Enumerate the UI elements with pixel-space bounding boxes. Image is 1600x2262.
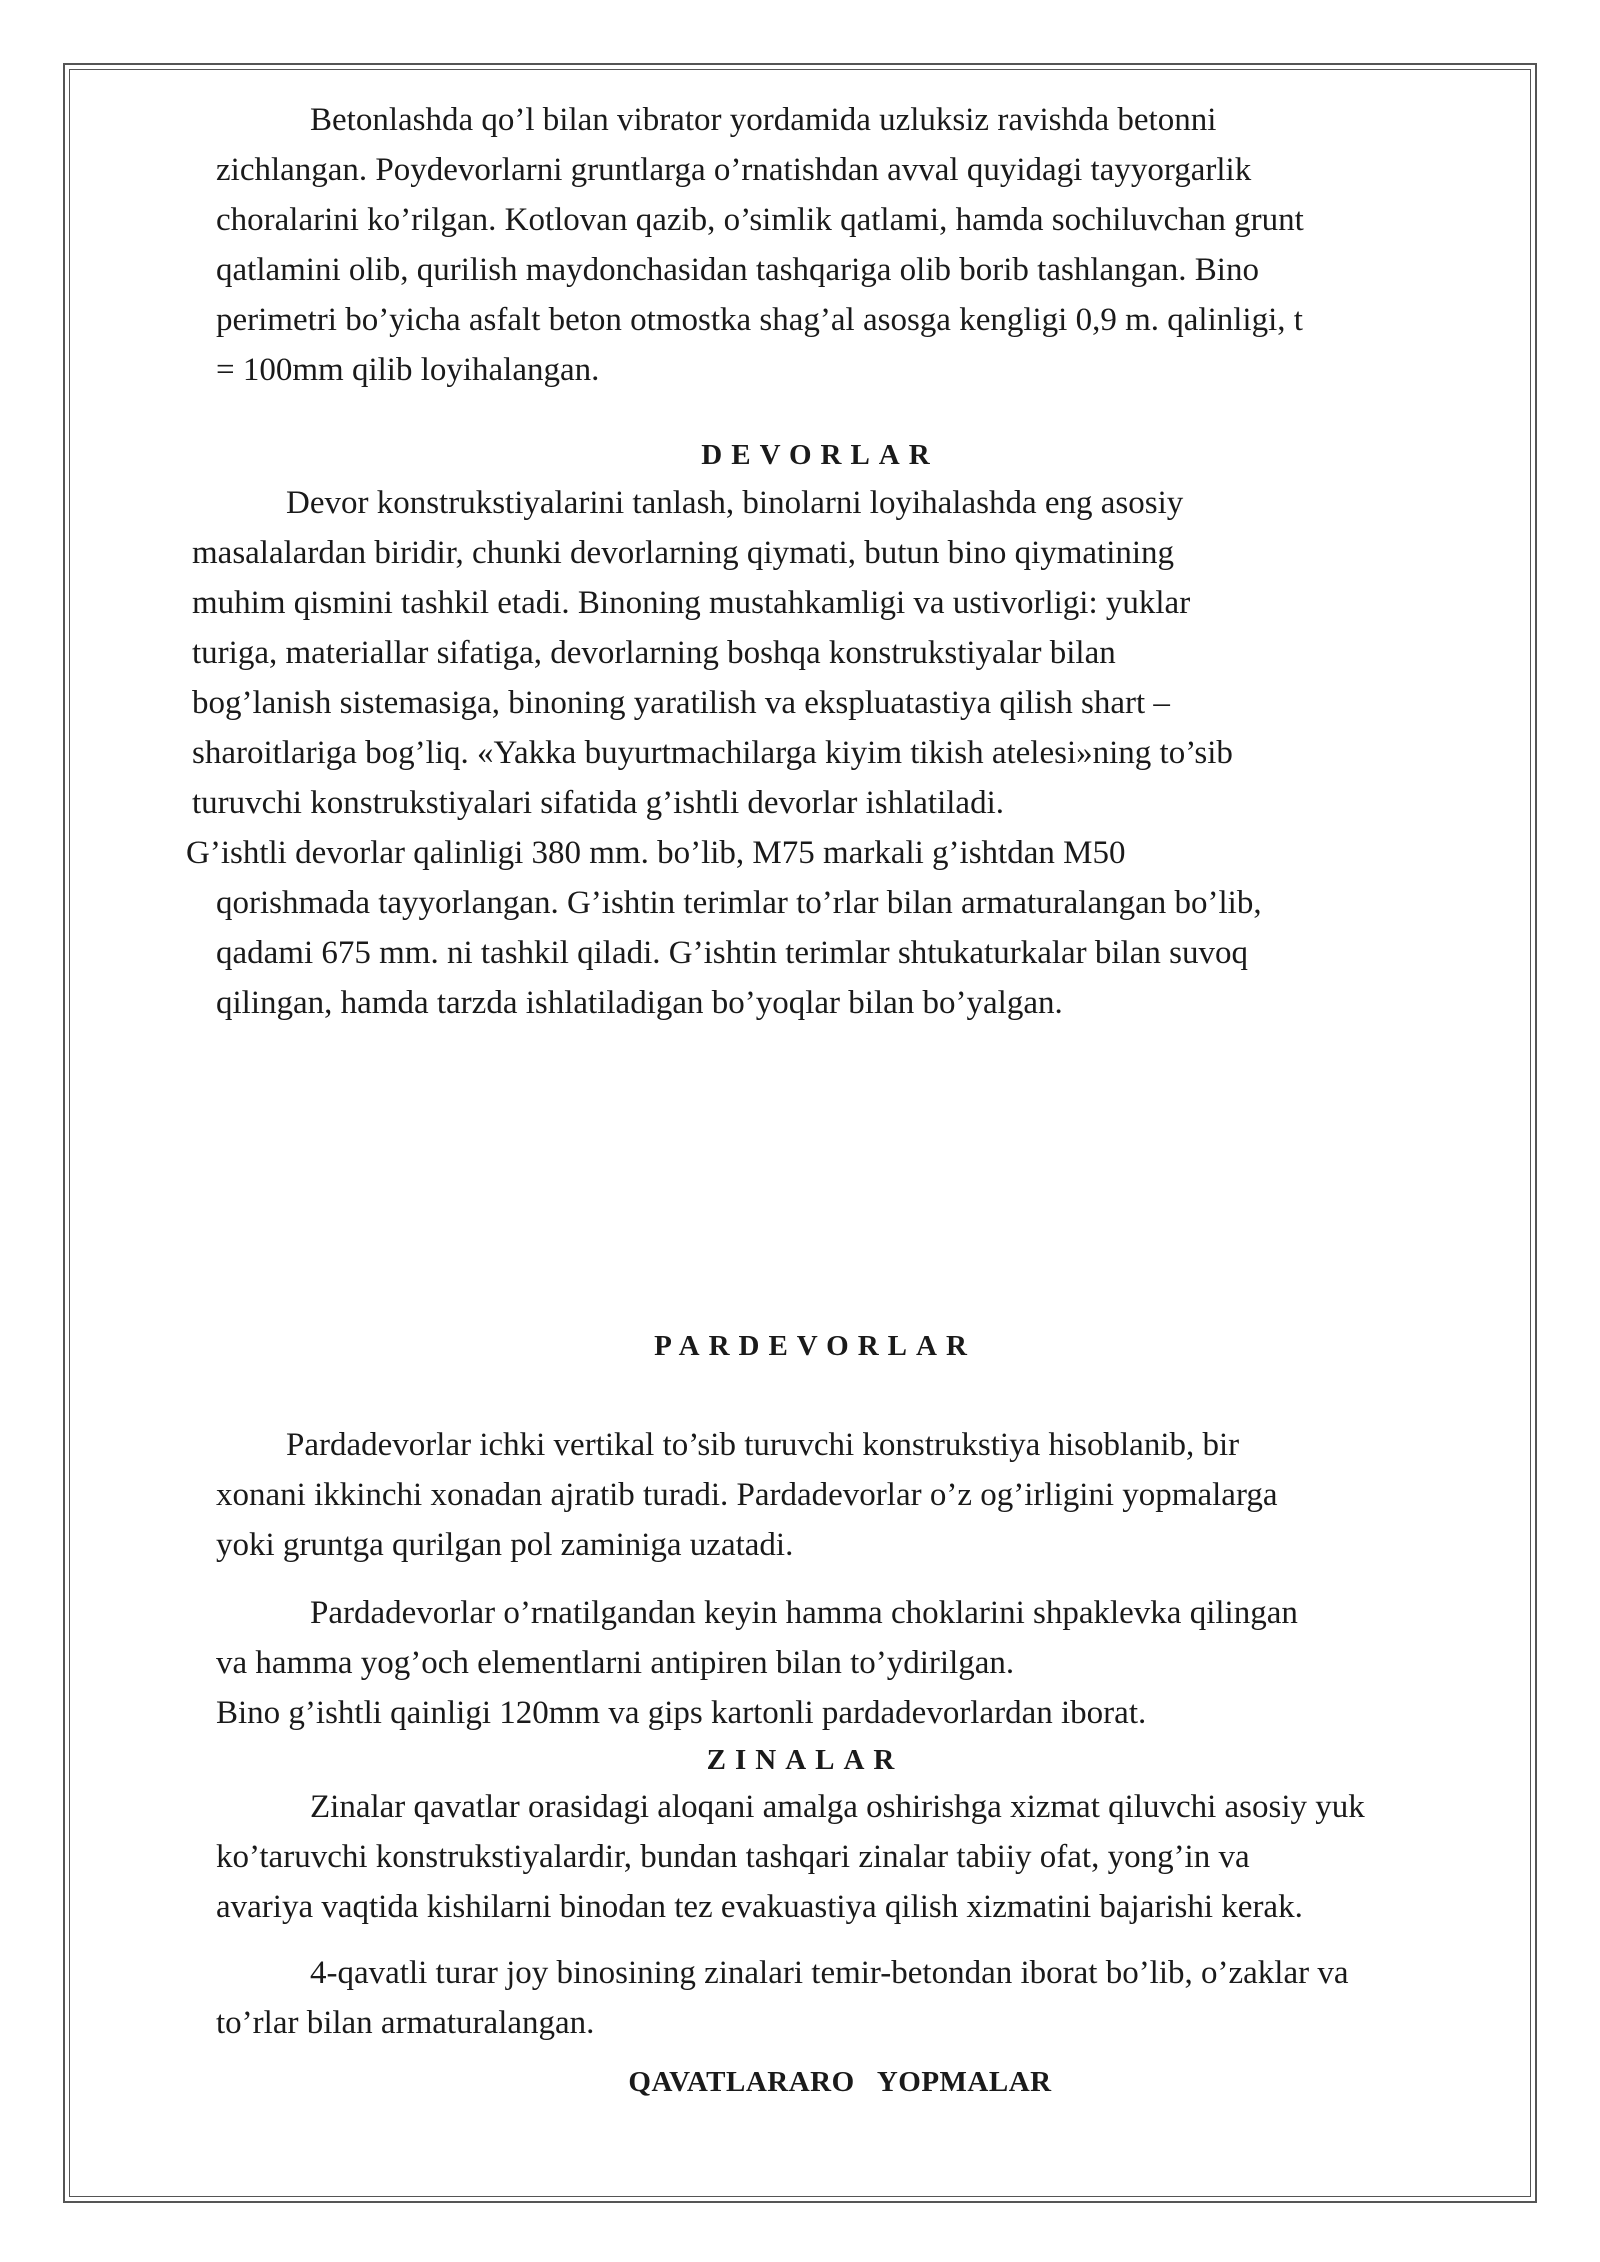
section-heading-partitions: PARDEVORLAR: [654, 1330, 976, 1362]
paragraph-line: 4-qavatli turar joy binosining zinalari temir-betondan iborat bo’lib, o’zaklar va: [310, 1955, 1349, 1991]
paragraph-line: bog’lanish sistemasiga, binoning yaratilish va ekspluatastiya qilish shart –: [192, 685, 1170, 721]
paragraph-line: G’ishtli devorlar qalinligi 380 mm. bo’lib, M75 markali g’ishtdan M50: [186, 835, 1126, 871]
paragraph-line: Pardadevorlar o’rnatilgandan keyin hamma choklarini shpaklevka qilingan: [310, 1595, 1298, 1631]
paragraph-walls-brick: [186, 828, 1464, 1028]
paragraph-line: Zinalar qavatlar orasidagi aloqani amalga oshirishga xizmat qiluvchi asosiy yuk: [310, 1789, 1365, 1825]
paragraph-line: ko’taruvchi konstrukstiyalardir, bundan tashqari zinalar tabiiy ofat, yong’in va: [216, 1839, 1250, 1875]
paragraph-walls-intro: [192, 478, 1414, 828]
paragraph-stairs-2: [216, 1948, 1500, 2048]
paragraph-line: Pardadevorlar ichki vertikal to’sib turuvchi konstrukstiya hisoblanib, bir: [286, 1427, 1240, 1463]
paragraph-line: va hamma yog’och elementlarni antipiren bilan to’ydirilgan.: [216, 1645, 1015, 1681]
paragraph-line: muhim qismini tashkil etadi. Binoning mustahkamligi va ustivorligi: yuklar: [192, 585, 1191, 621]
paragraph-line: qadami 675 mm. ni tashkil qiladi. G’ishtin terimlar shtukaturkalar bilan suvoq: [216, 935, 1248, 971]
paragraph-stairs-1: [216, 1782, 1500, 1932]
paragraph-line: yoki gruntga qurilgan pol zaminiga uzatadi.: [216, 1527, 794, 1563]
paragraph-line: qatlamini olib, qurilish maydonchasidan tashqariga olib borib tashlangan. Bino: [216, 252, 1259, 288]
paragraph-line: choralarini ko’rilgan. Kotlovan qazib, o’simlik qatlami, hamda sochiluvchan grunt: [216, 202, 1304, 238]
section-heading-walls: DEVORLAR: [701, 439, 939, 471]
paragraph-line: Betonlashda qo’l bilan vibrator yordamida uzluksiz ravishda betonni: [310, 102, 1217, 138]
paragraph-foundation: [216, 95, 1464, 395]
paragraph-line: avariya vaqtida kishilarni binodan tez evakuastiya qilish xizmatini bajarishi kerak.: [216, 1889, 1303, 1925]
paragraph-line: Bino g’ishtli qainligi 120mm va gips kartonli pardadevorlardan iborat.: [216, 1695, 1147, 1731]
paragraph-partitions-1: [216, 1420, 1464, 1570]
paragraph-line: qorishmada tayyorlangan. G’ishtin terimlar to’rlar bilan armaturalangan bo’lib,: [216, 885, 1262, 921]
paragraph-line: sharoitlariga bog’liq. «Yakka buyurtmachilarga kiyim tikish atelesi»ning to’sib: [192, 735, 1233, 771]
paragraph-line: zichlangan. Poydevorlarni gruntlarga o’rnatishdan avval quyidagi tayyorgarlik: [216, 152, 1252, 188]
paragraph-line: masalalardan biridir, chunki devorlarning qiymati, butun bino qiymatining: [192, 535, 1175, 571]
paragraph-line: turiga, materiallar sifatiga, devorlarning boshqa konstrukstiyalar bilan: [192, 635, 1116, 671]
paragraph-line: to’rlar bilan armaturalangan.: [216, 2005, 595, 2041]
section-heading-stairs: ZINALAR: [706, 1744, 904, 1776]
paragraph-partitions-2: [216, 1588, 1464, 1738]
paragraph-line: xonani ikkinchi xonadan ajratib turadi. Pardadevorlar o’z og’irligini yopmalarga: [216, 1477, 1278, 1513]
paragraph-line: qilingan, hamda tarzda ishlatiladigan bo’yoqlar bilan bo’yalgan.: [216, 985, 1063, 1021]
paragraph-line: = 100mm qilib loyihalangan.: [216, 352, 600, 388]
paragraph-line: Devor konstrukstiyalarini tanlash, binolarni loyihalashda eng asosiy: [286, 485, 1184, 521]
section-heading-floors: QAVATLARARO YOPMALAR: [628, 2066, 1052, 2098]
paragraph-line: perimetri bo’yicha asfalt beton otmostka shag’al asosga kengligi 0,9 m. qalinligi, t: [216, 302, 1303, 338]
paragraph-line: turuvchi konstrukstiyalari sifatida g’ishtli devorlar ishlatiladi.: [192, 785, 1004, 821]
